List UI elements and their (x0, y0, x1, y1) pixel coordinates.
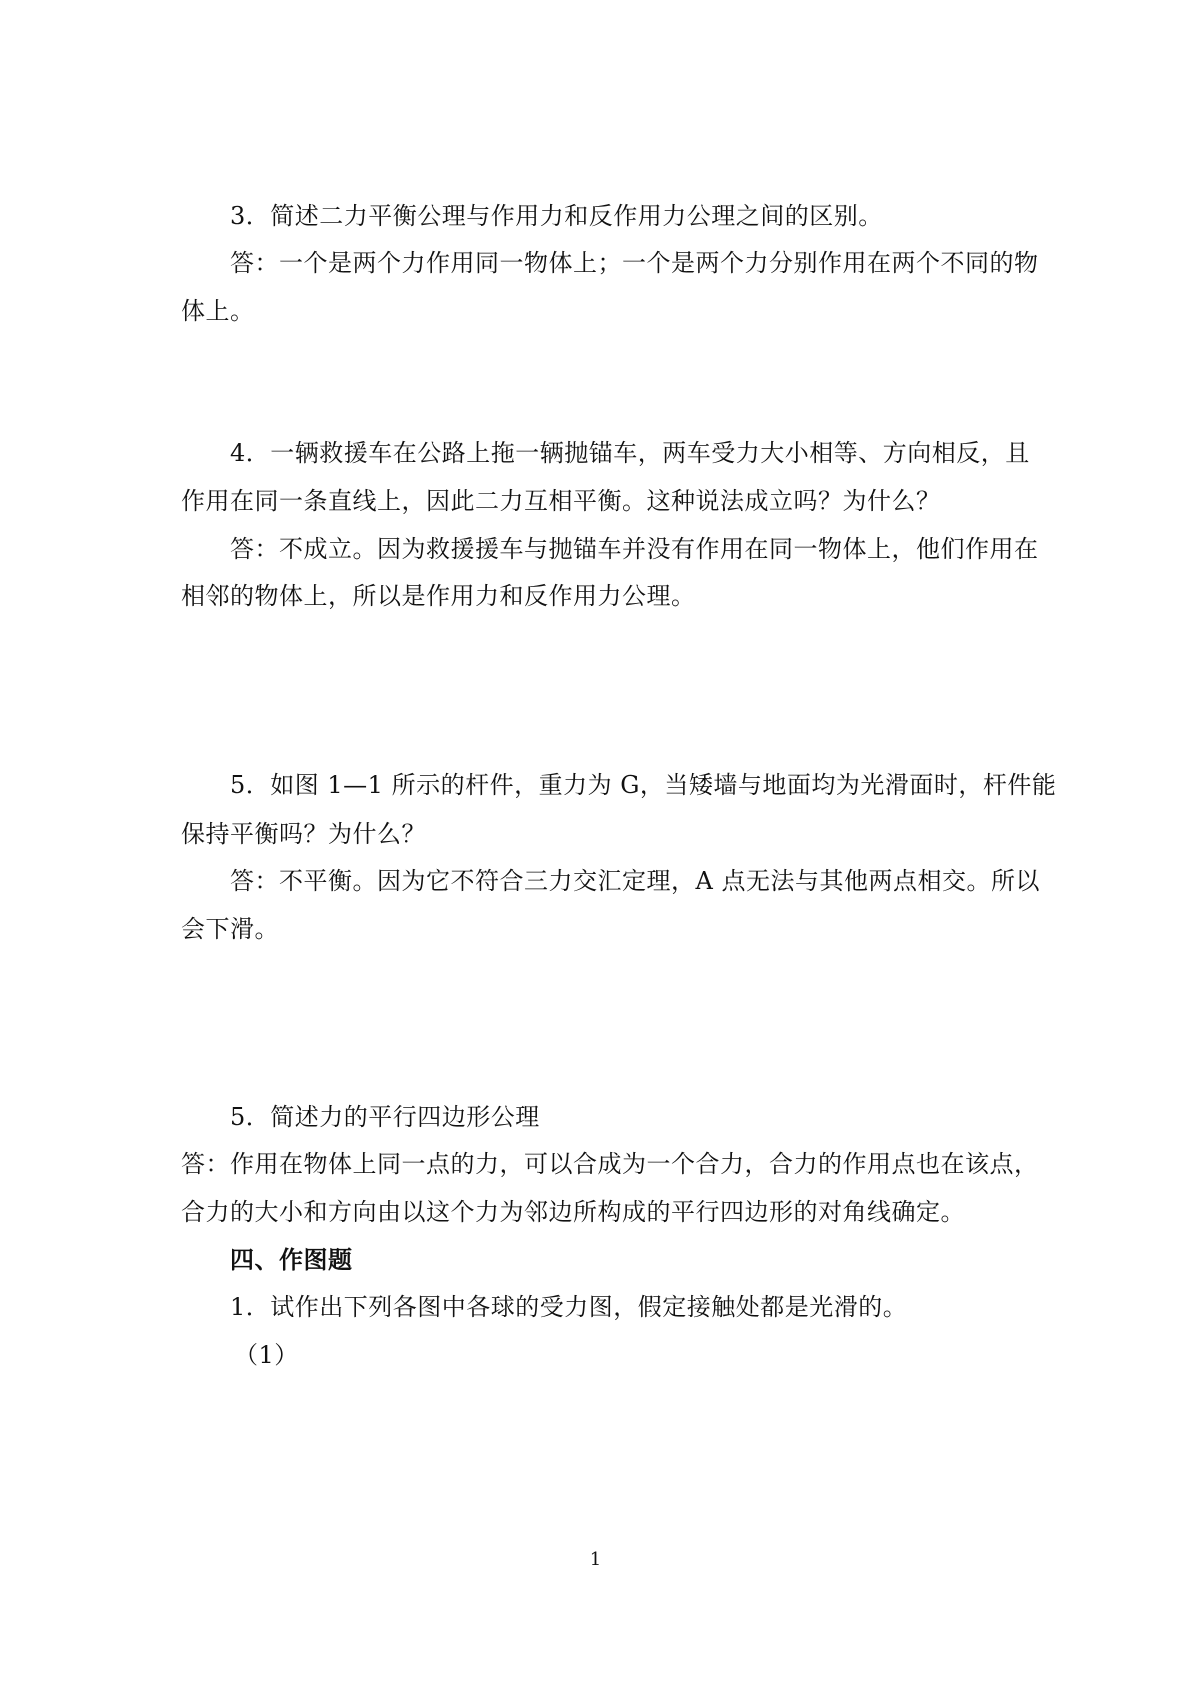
section-item-1: 1．试作出下列各图中各球的受力图，假定接触处都是光滑的。 (230, 1293, 908, 1321)
question-5a-line-1: 5．如图 1—1 所示的杆件，重力为 G，当矮墙与地面均为光滑面时，杆件能 (230, 771, 1057, 799)
question-4-line-1: 4．一辆救援车在公路上拖一辆抛锚车，两车受力大小相等、方向相反，且 (230, 439, 1030, 467)
answer-4-line-1: 答：不成立。因为救援援车与抛锚车并没有作用在同一物体上，他们作用在 (230, 535, 1039, 563)
answer-4-line-2: 相邻的物体上，所以是作用力和反作用力公理。 (181, 582, 696, 610)
question-5b: 5．简述力的平行四边形公理 (230, 1103, 540, 1131)
question-3: 3．简述二力平衡公理与作用力和反作用力公理之间的区别。 (230, 202, 883, 230)
section-heading: 四、作图题 (230, 1246, 353, 1274)
sub-item-1: （1） (234, 1341, 299, 1369)
question-5a-line-2: 保持平衡吗？为什么？ (181, 820, 426, 848)
answer-5b-line-1: 答：作用在物体上同一点的力，可以合成为一个合力，合力的作用点也在该点， (181, 1150, 1039, 1178)
page-number: 1 (589, 1549, 602, 1570)
question-4-line-2: 作用在同一条直线上，因此二力互相平衡。这种说法成立吗？为什么？ (181, 487, 941, 515)
answer-5a-line-2: 会下滑。 (181, 915, 279, 943)
answer-5a-line-1: 答：不平衡。因为它不符合三力交汇定理，A 点无法与其他两点相交。所以 (230, 867, 1040, 895)
answer-3-line-2: 体上。 (181, 297, 255, 325)
answer-5b-line-2: 合力的大小和方向由以这个力为邻边所构成的平行四边形的对角线确定。 (181, 1198, 965, 1226)
answer-3-line-1: 答：一个是两个力作用同一物体上；一个是两个力分别作用在两个不同的物 (230, 249, 1039, 277)
